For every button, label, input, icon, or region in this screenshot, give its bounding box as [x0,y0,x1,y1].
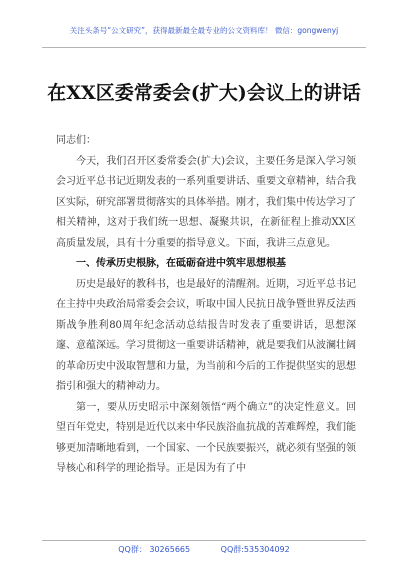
paragraph-intro: 今天，我们召开区委常委会(扩大)会议，主要任务是深入学习领会习近平总书记近期发表的一系列重要讲话、重要文章精神，结合我区实际，研究部署贯彻落实的具体举措。刚才，我们集中传达学习了相关精神，这对于我们统一思想、凝聚共识，在新征程上推动XX区高质量发展，具有十分重要的指导意义。下面，我讲三点意见。 [56,155,356,249]
header-banner: 关注头条号“公文研究”，获得最新最全最专业的公文资料库！ 微信：gongwenyj [69,26,339,35]
salutation: 同志们： [56,135,96,146]
footer-qq-primary: QQ群： 30265665 [118,545,191,554]
footer-qq-secondary: QQ群:535304092 [220,545,290,554]
footer-divider [42,540,366,541]
paragraph-first-point: 第一，要从历史昭示中深刻领悟“两个确立”的决定性意义。回望百年党史，特别是近代以来中华民族浴血抗战的苦难辉煌，我们能够更加清晰地看到，一个国家、一个民族要振兴，就必须有坚强的领导核心和科学的理论指导。正是因为有了中 [56,401,356,474]
paragraph-history: 历史是最好的教科书，也是最好的清醒剂。近期，习近平总书记在主持中央政治局常委会会议，听取中国人民抗日战争暨世界反法西斯战争胜利80周年纪念活动总结报告时发表了重要讲话，思想深邃、意蕴深远。学习贯彻这一重要讲话精神，就是要我们从波澜壮阔的革命历史中汲取智慧和力量，为当前和今后的工作提供坚实的思想指引和强大的精神动力。 [56,278,356,392]
document-body [56,131,356,480]
section-heading-1: 一、传承历史根脉，在砥砺奋进中筑牢思想根基 [76,258,286,269]
header-divider [42,47,366,48]
document-title: 在XX区委常委会(扩大)会议上的讲话 [47,82,361,104]
footer [0,544,408,555]
